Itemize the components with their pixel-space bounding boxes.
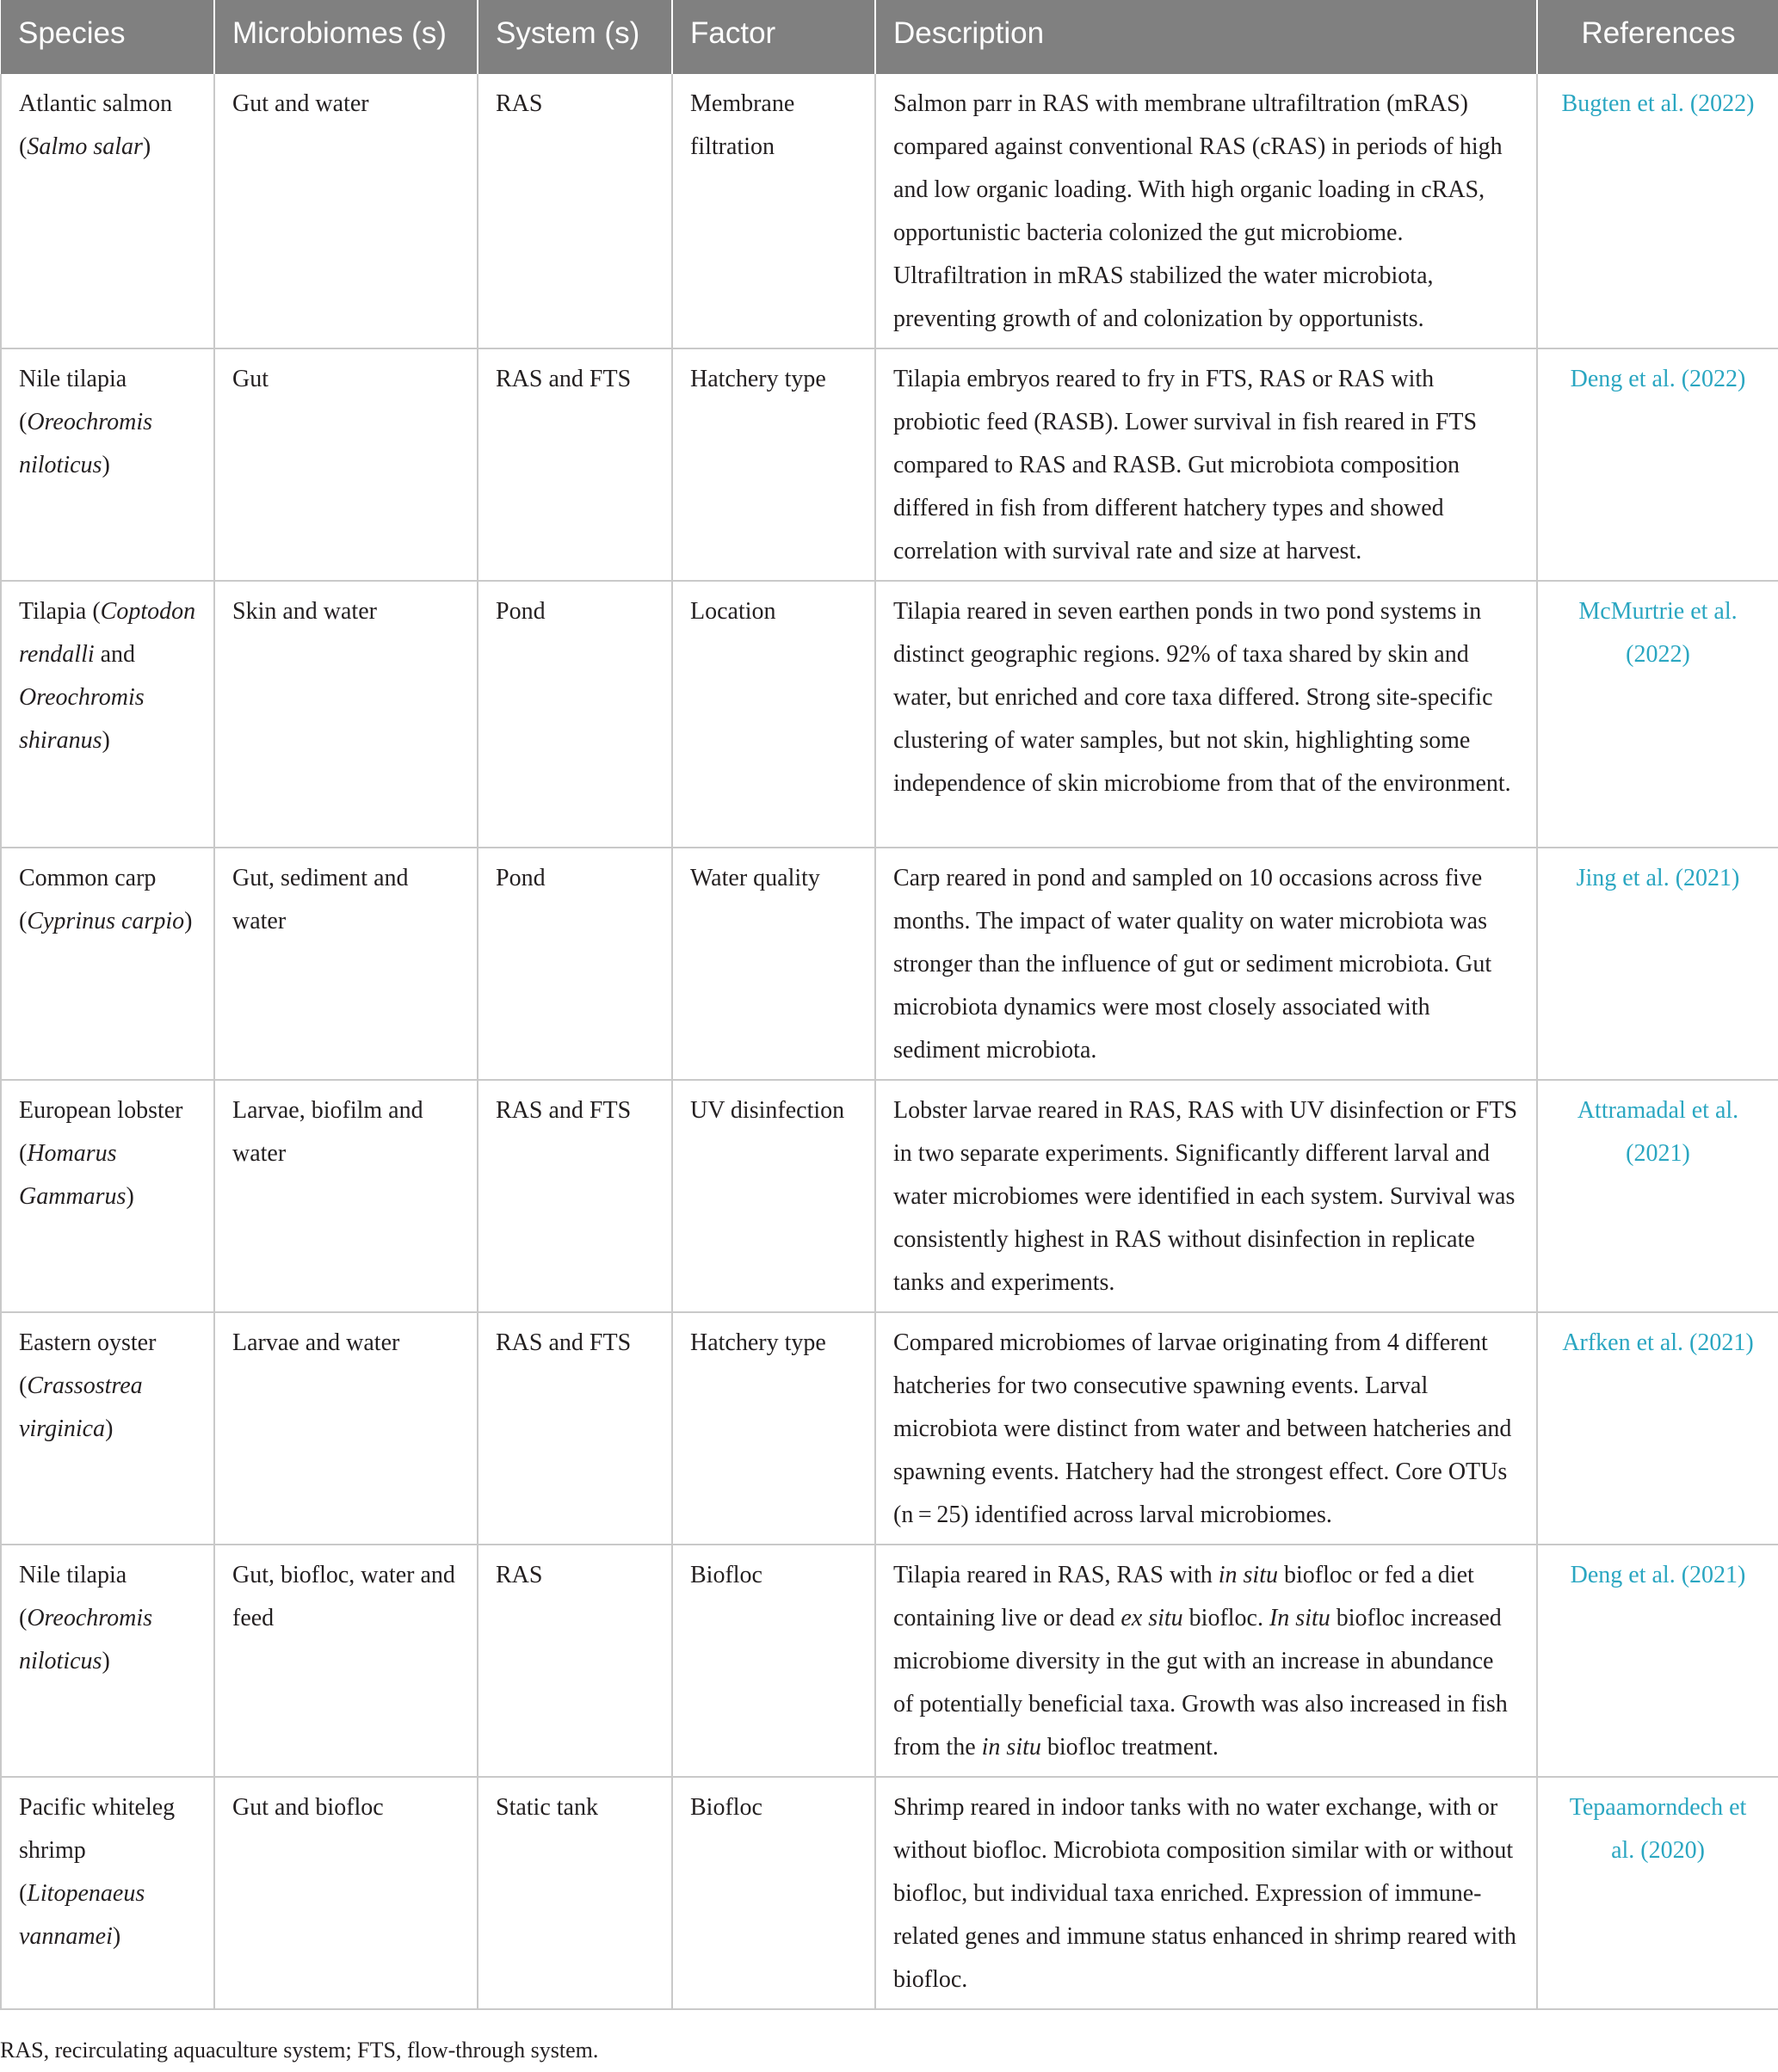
header-references: References — [1537, 0, 1778, 74]
table-row — [1, 1777, 1778, 2009]
species-cell: Tilapia (Coptodon rendalli and Oreochromis shiranus) — [1, 581, 214, 848]
species-cell: European lobster (Homarus Gammarus) — [1, 1080, 214, 1312]
description-cell: Lobster larvae reared in RAS, RAS with UV disinfection or FTS in two separate experiments. Significantly different larval and water microbiomes were identified in each system. Survival was consistently highest in RAS without disinfection in replicate tanks and experiments. — [875, 1080, 1537, 1312]
italic-text: Oreochromis shiranus — [19, 684, 145, 754]
table-row — [1, 581, 1778, 848]
italic-text: ex situ — [1121, 1605, 1183, 1631]
microbiomes-cell: Gut and water — [214, 74, 478, 348]
species-cell: Eastern oyster (Crassostrea virginica) — [1, 1312, 214, 1545]
table-row — [1, 348, 1778, 581]
italic-text: Salmo salar — [27, 133, 143, 160]
factor-cell: Hatchery type — [672, 348, 875, 581]
header-system: System (s) — [478, 0, 672, 74]
system-cell: RAS and FTS — [478, 1312, 672, 1545]
table-row — [1, 848, 1778, 1080]
microbiomes-cell: Gut and biofloc — [214, 1777, 478, 2009]
italic-text: Homarus Gammarus — [19, 1140, 127, 1210]
microbiomes-cell: Gut, biofloc, water and feed — [214, 1545, 478, 1777]
species-cell: Atlantic salmon (Salmo salar) — [1, 74, 214, 348]
header-factor: Factor — [672, 0, 875, 74]
reference-link[interactable]: Tepaamorndech et al. (2020) — [1537, 1777, 1778, 2009]
system-cell: Pond — [478, 581, 672, 848]
microbiomes-cell: Skin and water — [214, 581, 478, 848]
italic-text: Litopenaeus vannamei — [19, 1880, 145, 1950]
system-cell: RAS and FTS — [478, 1080, 672, 1312]
description-cell: Carp reared in pond and sampled on 10 occasions across five months. The impact of water quality on water microbiota was stronger than the influence of gut or sediment microbiota. Gut microbiota dynamics were most closely associated with sediment microbiota. — [875, 848, 1537, 1080]
factor-cell: Biofloc — [672, 1545, 875, 1777]
system-cell: Pond — [478, 848, 672, 1080]
header-description: Description — [875, 0, 1537, 74]
reference-link[interactable]: Jing et al. (2021) — [1537, 848, 1778, 1080]
species-cell: Nile tilapia (Oreochromis niloticus) — [1, 1545, 214, 1777]
microbiomes-cell: Gut — [214, 348, 478, 581]
description-cell: Tilapia embryos reared to fry in FTS, RAS or RAS with probiotic feed (RASB). Lower survival in fish reared in FTS compared to RAS and RASB. Gut microbiota composition differed in fish from different hatchery types and showed correlation with survival rate and size at harvest. — [875, 348, 1537, 581]
system-cell: RAS and FTS — [478, 348, 672, 581]
microbiomes-cell: Larvae, biofilm and water — [214, 1080, 478, 1312]
system-cell: Static tank — [478, 1777, 672, 2009]
species-cell: Nile tilapia (Oreochromis niloticus) — [1, 348, 214, 581]
header-row — [1, 0, 1778, 74]
description-cell: Compared microbiomes of larvae originating from 4 different hatcheries for two consecutive spawning events. Larval microbiota were distinct from water and between hatcheries and spawning events. Hatchery had the strongest effect. Core OTUs (n = 25) identified across larval microbiomes. — [875, 1312, 1537, 1545]
reference-link[interactable]: Deng et al. (2022) — [1537, 348, 1778, 581]
italic-text: Crassostrea virginica — [19, 1372, 143, 1442]
species-cell: Pacific whiteleg shrimp (Litopenaeus vannamei) — [1, 1777, 214, 2009]
factor-cell: Location — [672, 581, 875, 848]
factor-cell: Hatchery type — [672, 1312, 875, 1545]
italic-text: in situ — [1218, 1562, 1278, 1588]
italic-text: Oreochromis niloticus — [19, 409, 153, 478]
description-cell: Tilapia reared in RAS, RAS with in situ biofloc or fed a diet containing live or dead ex situ biofloc. In situ biofloc increased microbiome diversity in the gut with an increase in abundance of potentially beneficial taxa. Growth was also increased in fish from the in situ biofloc treatment. — [875, 1545, 1537, 1777]
microbiomes-cell: Larvae and water — [214, 1312, 478, 1545]
factor-cell: Membrane filtration — [672, 74, 875, 348]
factor-cell: Biofloc — [672, 1777, 875, 2009]
italic-text: In situ — [1269, 1605, 1330, 1631]
description-cell: Salmon parr in RAS with membrane ultrafiltration (mRAS) compared against conventional RAS (cRAS) in periods of high and low organic loading. With high organic loading in cRAS, opportunistic bacteria colonized the gut microbiome. Ultrafiltration in mRAS stabilized the water microbiota, preventing growth of and colonization by opportunists. — [875, 74, 1537, 348]
microbiomes-cell: Gut, sediment and water — [214, 848, 478, 1080]
table-footnote: RAS, recirculating aquaculture system; FTS, flow-through system. — [0, 2038, 599, 2063]
system-cell: RAS — [478, 1545, 672, 1777]
reference-link[interactable]: Deng et al. (2021) — [1537, 1545, 1778, 1777]
italic-text: in situ — [981, 1734, 1041, 1761]
table-row — [1, 1545, 1778, 1777]
system-cell: RAS — [478, 74, 672, 348]
table-row — [1, 1080, 1778, 1312]
species-cell: Common carp (Cyprinus carpio) — [1, 848, 214, 1080]
italic-text: Cyprinus carpio — [27, 908, 185, 934]
factor-cell: UV disinfection — [672, 1080, 875, 1312]
table-row — [1, 1312, 1778, 1545]
reference-link[interactable]: Arfken et al. (2021) — [1537, 1312, 1778, 1545]
reference-link[interactable]: Attramadal et al. (2021) — [1537, 1080, 1778, 1312]
italic-text: Coptodon rendalli — [19, 598, 196, 668]
factor-cell: Water quality — [672, 848, 875, 1080]
description-cell: Tilapia reared in seven earthen ponds in two pond systems in distinct geographic regions. 92% of taxa shared by skin and water, but enriched and core taxa differed. Strong site-specific clustering of water samples, but not skin, highlighting some independence of skin microbiome from that of the environment. — [875, 581, 1537, 848]
reference-link[interactable]: Bugten et al. (2022) — [1537, 74, 1778, 348]
italic-text: Oreochromis niloticus — [19, 1605, 153, 1674]
header-microbiomes: Microbiomes (s) — [214, 0, 478, 74]
reference-link[interactable]: McMurtrie et al. (2022) — [1537, 581, 1778, 848]
description-cell: Shrimp reared in indoor tanks with no water exchange, with or without biofloc. Microbiota composition similar with or without biofloc, but individual taxa enriched. Expression of immune-related genes and immune status enhanced in shrimp reared with biofloc. — [875, 1777, 1537, 2009]
header-species: Species — [1, 0, 214, 74]
table-row — [1, 74, 1778, 348]
